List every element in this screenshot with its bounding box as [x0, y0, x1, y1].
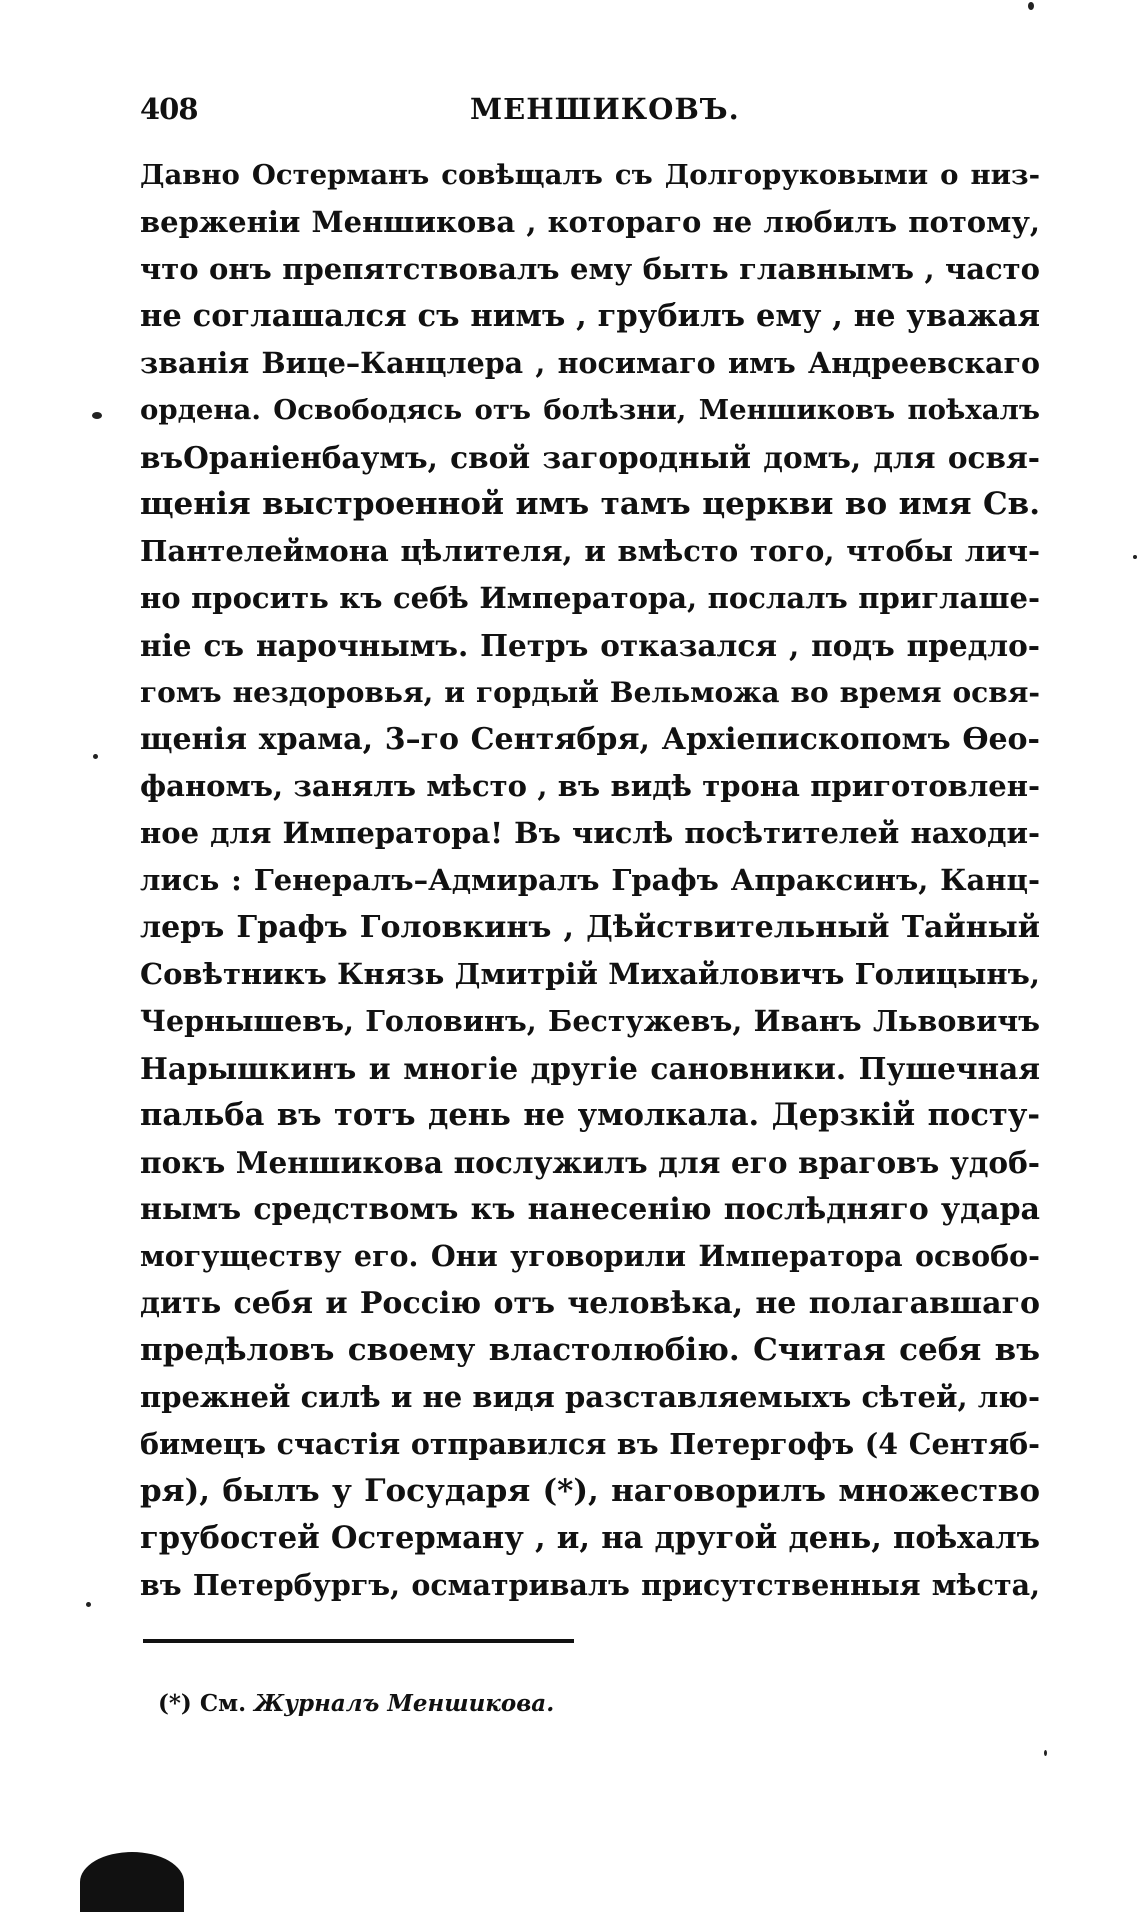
text-line: Нарышкинъ и многіе другіе сановники. Пушечная: [140, 1051, 1040, 1086]
text-line: въОраніенбаумъ, свой загородный домъ, для освя-: [140, 440, 1040, 475]
text-line: леръ Графъ Головкинъ , Дѣйствительный Тайный: [140, 910, 1040, 945]
text-line: Совѣтникъ Князь Дмитрій Михайловичъ Голицынъ,: [140, 957, 1040, 991]
text-line: Давно Остерманъ совѣщалъ съ Долгоруковыми о низ-: [140, 159, 1040, 191]
decorative-speck: [1028, 2, 1034, 10]
body-text: [140, 152, 1040, 1609]
text-line: пальба въ тотъ день не умолкала. Дерзкій посту-: [140, 1097, 1040, 1133]
text-line: дить себя и Россію отъ человѣка, не полагавшаго: [140, 1286, 1040, 1321]
decorative-speck: [92, 412, 102, 419]
text-line: ря), былъ у Государя (*), наговорилъ множество: [140, 1473, 1040, 1509]
text-line: званія Вице–Канцлера , носимаго имъ Андреевскаго: [140, 346, 1040, 380]
text-line: Пантелеймона цѣлителя, и вмѣсто того, чтобы лич-: [140, 534, 1040, 568]
text-line: могуществу его. Они уговорили Императора освобо-: [140, 1239, 1040, 1273]
text-line: гомъ нездоровья, и гордый Вельможа во время освя-: [140, 676, 1040, 709]
decorative-ink-blot: [80, 1852, 184, 1912]
decorative-speck: [1133, 555, 1137, 559]
footnote-marker: (*): [158, 1690, 192, 1717]
page-number: 408: [140, 92, 198, 126]
text-line: лись : Генералъ–Адмиралъ Графъ Апраксинъ, Канц-: [140, 863, 1040, 897]
text-line: но просить къ себѣ Императора, послалъ приглаше-: [140, 581, 1040, 615]
decorative-speck: [1044, 1750, 1047, 1756]
text-line: предѣловъ своему властолюбію. Считая себя въ: [140, 1332, 1040, 1368]
footnote: [158, 1690, 554, 1717]
text-line: что онъ препятствовалъ ему быть главнымъ , часто: [140, 252, 1040, 286]
text-line: грубостей Остерману , и, на другой день, поѣхалъ: [140, 1520, 1040, 1556]
footnote-journal: Журналъ Меншикова.: [254, 1690, 555, 1717]
footnote-rule: [143, 1639, 574, 1643]
text-line: верженіи Меншикова , котораго не любилъ потому,: [140, 205, 1040, 239]
text-line: покъ Меншикова послужилъ для его враговъ удоб-: [140, 1145, 1040, 1180]
text-line: ніе съ нарочнымъ. Петръ отказался , подъ предло-: [140, 628, 1040, 663]
text-line: фаномъ, занялъ мѣсто , въ видѣ трона приготовлен-: [140, 769, 1040, 803]
text-line: Чернышевъ, Головинъ, Бестужевъ, Иванъ Львовичъ: [140, 1004, 1040, 1038]
decorative-speck: [86, 1602, 91, 1607]
text-line: щенія храма, 3–го Сентября, Архіепископомъ Ѳео-: [140, 722, 1040, 757]
text-line: прежней силѣ и не видя разставляемыхъ сѣтей, лю-: [140, 1380, 1040, 1414]
text-line: не соглашался съ нимъ , грубилъ ему , не уважая: [140, 298, 1040, 334]
running-head: МЕНШИКОВЪ.: [470, 92, 740, 126]
text-line: нымъ средствомъ къ нанесенію послѣдняго удара: [140, 1192, 1040, 1227]
decorative-speck: [93, 754, 98, 759]
text-line: бимецъ счастія отправился въ Петергофъ (4 Сентяб-: [140, 1427, 1040, 1461]
footnote-see: См.: [199, 1690, 247, 1717]
text-line: ордена. Освободясь отъ болѣзни, Меншиковъ поѣхалъ: [140, 394, 1040, 426]
page-header: [140, 92, 1040, 132]
text-line: ное для Императора! Въ числѣ посѣтителей находи-: [140, 816, 1040, 850]
text-line: въ Петербургъ, осматривалъ присутственныя мѣста,: [140, 1568, 1040, 1602]
text-line: щенія выстроенной имъ тамъ церкви во имя Св.: [140, 486, 1040, 522]
